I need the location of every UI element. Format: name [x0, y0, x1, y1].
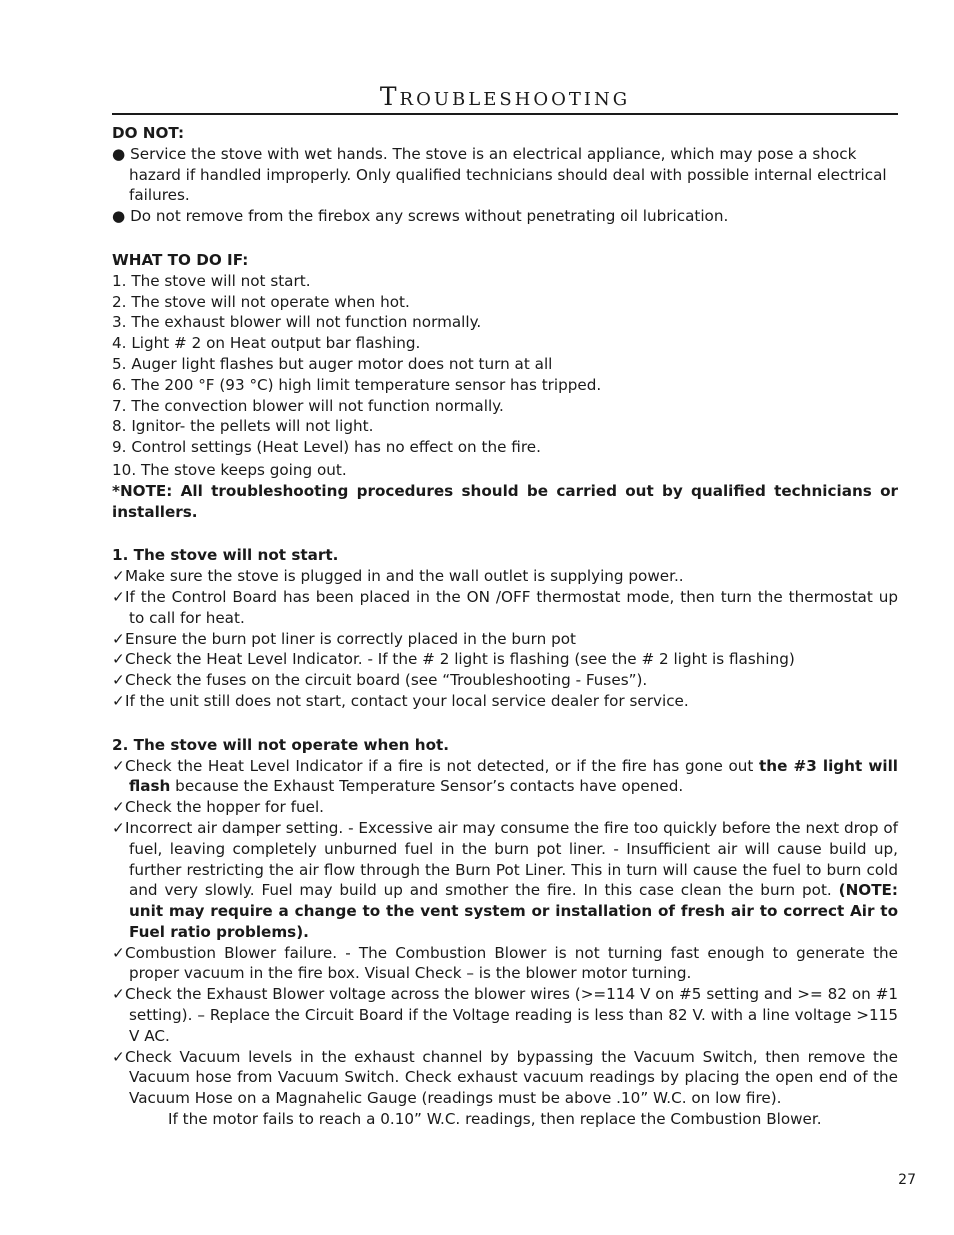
check-item: [112, 691, 898, 712]
section-1-heading: 1. The stove will not start.: [112, 546, 339, 565]
check-text: Check the hopper for fuel.: [125, 798, 324, 817]
list-item: 7. The convection blower will not function normally.: [112, 396, 504, 415]
spacer: [112, 522, 898, 545]
list-item: 2. The stove will not operate when hot.: [112, 292, 410, 311]
checkmark-icon: ✓: [112, 798, 125, 817]
check-item: [112, 818, 898, 943]
check-item: [112, 587, 898, 629]
check-text: Check the Heat Level Indicator. - If the # 2 light is flashing (see the # 2 light is flashing): [125, 650, 795, 669]
list-item: 6. The 200 °F (93 °C) high limit temperature sensor has tripped.: [112, 375, 602, 394]
issue-list: [112, 271, 898, 481]
check-item: [112, 756, 898, 798]
check-item: [112, 566, 898, 587]
check-text: Incorrect air damper setting. - Excessive air may consume the fire too quickly before the next drop of fuel, leaving completely unburned fuel in the burn pot liner. - Insufficient air will cause build up, further restricting the air flow through the Burn Pot Liner. This in turn will cause the fuel to burn cold and very slowly. Fuel may build up and smother the fire. In this case clean the burn pot.: [125, 818, 898, 900]
spacer: [112, 227, 898, 250]
list-item: 10. The stove keeps going out.: [112, 460, 347, 479]
check-text: If the unit still does not start, contact your local service dealer for service.: [125, 691, 689, 710]
bullet-icon: ●: [112, 144, 126, 163]
checkmark-icon: ✓: [112, 943, 125, 962]
check-text-bold: (NOTE: unit may require a change to the vent system or installation of fresh air to correct Air to Fuel ratio problems).: [129, 881, 898, 941]
check-text: Check the fuses on the circuit board (see “Troubleshooting - Fuses”).: [125, 671, 648, 690]
checkmark-icon: ✓: [112, 985, 125, 1004]
list-item: 5. Auger light flashes but auger motor does not turn at all: [112, 354, 553, 373]
check-text: Combustion Blower failure. - The Combustion Blower is not turning fast enough to generate the proper vacuum in the fire box. Visual Check – is the blower motor turning.: [125, 943, 898, 983]
do-not-heading: DO NOT:: [112, 124, 185, 142]
check-text-bold: the #3 light will flash: [129, 756, 898, 796]
checkmark-icon: ✓: [112, 587, 125, 606]
list-item: 3. The exhaust blower will not function normally.: [112, 313, 482, 332]
what-to-do-heading: WHAT TO DO IF:: [112, 250, 249, 269]
check-item: [112, 629, 898, 650]
check-item: [112, 1047, 898, 1109]
spacer: [112, 712, 898, 735]
check-text: Check the Exhaust Blower voltage across the blower wires (>=114 V on #5 setting and >= 82 on #1 setting). – Replace the Circuit Board if the Voltage reading is less than 82 V. with a line voltage >115 V AC.: [125, 985, 898, 1045]
check-text: Check Vacuum levels in the exhaust channel by bypassing the Vacuum Switch, then remove the Vacuum hose from Vacuum Switch. Check exhaust vacuum readings by placing the open end of the Vacuum Hose on a Magnahelic Gauge (readings must be above .10” W.C. on low fire).: [125, 1047, 898, 1108]
do-not-bullet: [112, 144, 898, 206]
checkmark-icon: ✓: [112, 567, 125, 586]
title-divider: [112, 113, 898, 115]
list-item: 1. The stove will not start.: [112, 271, 311, 290]
check-text: Ensure the burn pot liner is correctly placed in the burn pot: [125, 629, 576, 648]
checkmark-icon: ✓: [112, 1047, 125, 1066]
check-text: because the Exhaust Temperature Sensor’s contacts have opened.: [170, 777, 684, 796]
follow-up-text: If the motor fails to reach a 0.10” W.C. readings, then replace the Combustion Blower.: [168, 1110, 822, 1129]
check-item: [112, 943, 898, 985]
check-text: If the Control Board has been placed in the ON /OFF thermostat mode, then turn the thermostat up to call for heat.: [125, 587, 898, 627]
page-number: 27: [898, 1172, 916, 1188]
check-text: Make sure the stove is plugged in and the wall outlet is supplying power..: [125, 567, 684, 586]
bullet-text: Do not remove from the firebox any screws without penetrating oil lubrication.: [130, 207, 729, 226]
check-text: Check the Heat Level Indicator if a fire is not detected, or if the fire has gone out: [125, 756, 759, 775]
check-item: [112, 797, 898, 818]
check-item: [112, 984, 898, 1046]
section-2-heading: 2. The stove will not operate when hot.: [112, 735, 450, 754]
checkmark-icon: ✓: [112, 629, 125, 648]
technician-note: *NOTE: All troubleshooting procedures should be carried out by qualified technicians or installers.: [112, 481, 898, 521]
check-item: [112, 649, 898, 670]
checkmark-icon: ✓: [112, 756, 125, 775]
checkmark-icon: ✓: [112, 691, 125, 710]
document-body: [112, 123, 898, 1130]
check-item: [112, 670, 898, 691]
checkmark-icon: ✓: [112, 818, 125, 837]
list-item: 9. Control settings (Heat Level) has no effect on the fire.: [112, 438, 541, 457]
bullet-icon: ●: [112, 207, 126, 226]
list-item: 8. Ignitor- the pellets will not light.: [112, 417, 374, 436]
list-item: 4. Light # 2 on Heat output bar flashing.: [112, 334, 421, 353]
checkmark-icon: ✓: [112, 650, 125, 669]
page-title: Troubleshooting: [379, 82, 631, 111]
bullet-text: Service the stove with wet hands. The stove is an electrical appliance, which may pose a shock hazard if handled improperly. Only qualified technicians should deal with possible internal electrical failures.: [129, 144, 887, 205]
do-not-bullet: [112, 206, 898, 227]
checkmark-icon: ✓: [112, 671, 125, 690]
